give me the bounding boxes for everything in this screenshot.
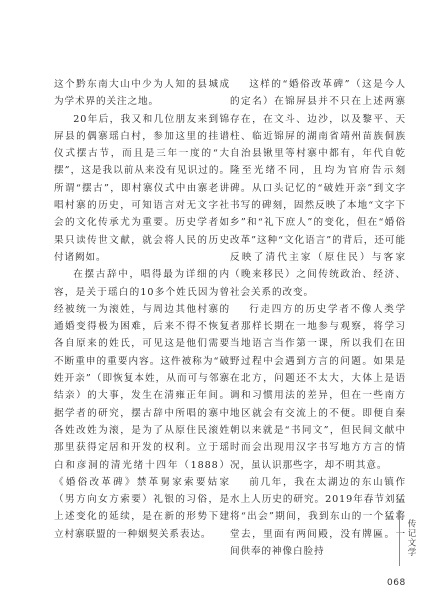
- paragraph: 这个黔东南大山中少为人知的县城成为学术界的关注之地。: [54, 79, 230, 108]
- left-column: [54, 76, 230, 543]
- section-tab-label: 传记文学: [406, 519, 416, 557]
- paragraph: 这样的“婚俗改革碑”（这是今人的定名）在锦屏县并不只在上述两寨存在，在文斗、边沙，以及黎平、天柱、临近锦屏的湖南省靖州苗族侗族自治县锹里等村寨中都有，年代自乾隆至光绪不同，且均为官府告示刻碑。从口头记忆的“破姓开亲”到文字书写的碑刻，固然反映了本地“文字下乡”和“礼下庶人”的变化，但在“婚俗改革”这种“文化语言”的背后，还可能反映了清代主家（原住民）与客家（晚来移民）之间传统政治、经济、社会关系的改变。: [230, 79, 406, 298]
- paragraph: 行走四方的历史学者不像人类学者那样长期在一地参与观察，将学习当地语言当作第一课，所以我们在田野过程中会遇到方言的问题。如果是在北方，问题还不太大，大体上是语调和习惯用法的差异，但在一些南方地区就会有交流上的不便。即便自秦朝以来就是“书同文”，但民间文献中时而会出现用汉字书写地方方言的情况，虽认识那些字，却不明其意。: [230, 303, 406, 471]
- paragraph: 20年后，我又和几位朋友来到锦屏县的偶寨瑶白村，参加这里的挂谱仪式摆古节，而且是三年一度的“大摆”，这是我以前从来没有见识过的。所谓“摆古”，即村寨仪式中由寨老讲唱村寨的历史，可知语言对无文字社会的文化传承尤为重要。历史学者如果只读传世文献，就会将人民的历史付诸阙如。: [54, 113, 230, 263]
- section-tab: [399, 510, 422, 566]
- page-number: 068: [387, 578, 406, 588]
- right-column: [230, 76, 406, 560]
- paragraph: 在摆古辞中，唱得最为详细的内容，是关于瑶白的10多个姓氏因为曾经被统一为滚姓，与周边其他村寨的通婚变得极为困难，后来不得不恢复各自原来的姓氏，可见这是他们需要不断重申的重要内容。这件被称为“破姓开亲”（即恢复本姓，从而可与邻寨结亲）的大事，发生在清雍正年间。据学者的研究，摆古辞中所唱的寨中各姓改姓为滚，是为了从原住民滚姓那里获得定居和开发的权利。立于瑶白和彦洞的清光绪十四年（1888）《婚俗改革碑》禁革舅家索要姑家（男方向女方索要）礼银的习俗，是上述变化的延续，是在新的形势下建立村寨联盟的一种姻契关系表达。: [54, 269, 230, 540]
- paragraph: 前几年，我在太湖边的东山镇作水上人历史的研究。2019年春节刘猛将“出会”期间，我到东山的一个猛将堂去，里面有两间殿，没有牌匾。一间供奉的神像白脸持: [230, 476, 406, 558]
